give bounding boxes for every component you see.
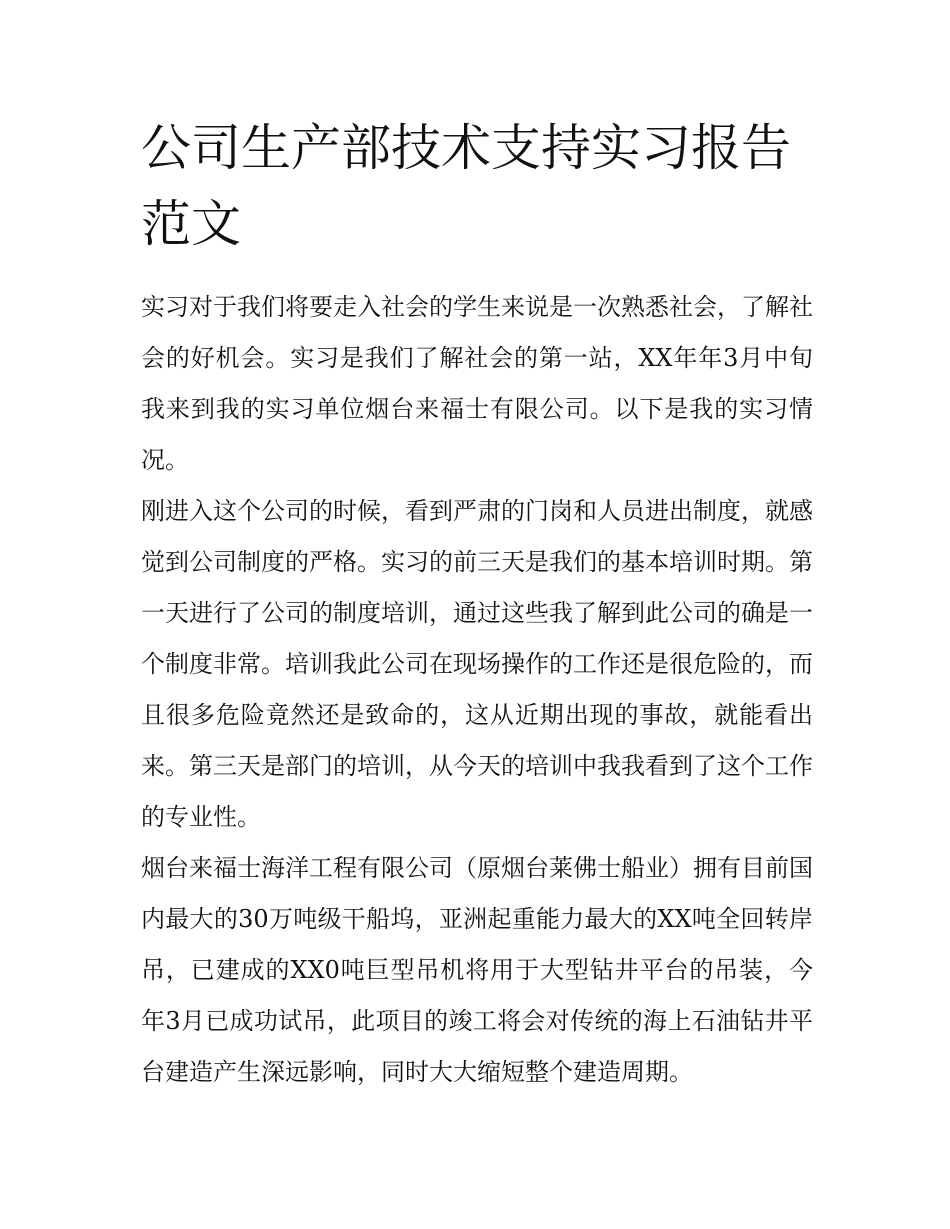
paragraph-2: 刚进入这个公司的时候，看到严肃的门岗和人员进出制度，就感觉到公司制度的严格。实习的前三天是我们的基本培训时期。第一天进行了公司的制度培训，通过这些我了解到此公司的确是一个制度非常。培训我此公司在现场操作的工作还是很危险的，而且很多危险竟然还是致命的，这从近期出现的事故，就能看出来。第三天是部门的培训，从今天的培训中我我看到了这个工作的专业性。 <box>141 497 813 831</box>
document-content <box>141 110 813 1098</box>
paragraph-3: 烟台来福士海洋工程有限公司（原烟台莱佛士船业）拥有目前国内最大的30万吨级干船坞，亚洲起重能力最大的XX吨全回转岸吊，已建成的XX0吨巨型吊机将用于大型钻井平台的吊装，今年3月已成功试吊，此项目的竣工将会对传统的海上石油钻井平台建造产生深远影响，同时大大缩短整个建造周期。 <box>141 854 813 1086</box>
paragraph-1: 实习对于我们将要走入社会的学生来说是一次熟悉社会，了解社会的好机会。实习是我们了解社会的第一站，XX年年3月中旬我来到我的实习单位烟台来福士有限公司。以下是我的实习情况。 <box>141 293 813 474</box>
document-body <box>141 282 813 1098</box>
document-title: 公司生产部技术支持实习报告范文 <box>141 119 791 253</box>
